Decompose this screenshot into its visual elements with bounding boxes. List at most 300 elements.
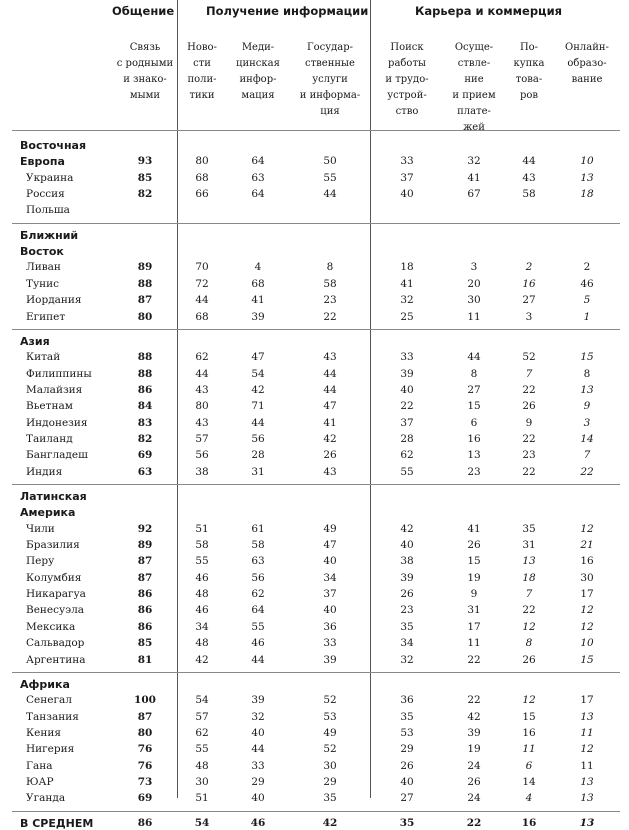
value-cell: 87 <box>137 555 153 568</box>
section-divider <box>12 672 620 673</box>
country-label: Гана <box>26 759 53 772</box>
value-cell: 22 <box>467 653 481 666</box>
value-cell: 93 <box>137 155 153 168</box>
value-cell: 33 <box>323 637 337 650</box>
average-cell: 13 <box>579 816 595 829</box>
value-cell: 44 <box>323 367 337 380</box>
value-cell: 39 <box>251 310 265 323</box>
value-cell: 32 <box>400 653 414 666</box>
value-cell: 36 <box>400 694 414 707</box>
country-label: Польша <box>26 204 70 217</box>
value-cell: 56 <box>195 449 209 462</box>
value-cell: 8 <box>583 367 591 380</box>
value-cell: 22 <box>580 465 594 478</box>
value-cell: 37 <box>323 588 337 601</box>
country-label: Россия <box>26 188 65 201</box>
region-heading: Африка <box>20 677 70 691</box>
value-cell: 81 <box>137 653 153 666</box>
value-cell: 13 <box>580 775 594 788</box>
value-cell: 9 <box>525 416 533 429</box>
value-cell: 33 <box>400 351 414 364</box>
value-cell: 13 <box>580 383 594 396</box>
column-divider-information <box>177 0 178 798</box>
value-cell: 55 <box>195 743 209 756</box>
value-cell: 16 <box>580 555 594 568</box>
value-cell: 44 <box>251 743 265 756</box>
value-cell: 24 <box>467 792 481 805</box>
value-cell: 23 <box>467 465 481 478</box>
value-cell: 44 <box>251 653 265 666</box>
value-cell: 14 <box>522 775 536 788</box>
region-heading: Америка <box>20 506 76 520</box>
value-cell: 3 <box>583 416 591 429</box>
value-cell: 25 <box>400 310 414 323</box>
value-cell: 55 <box>400 465 414 478</box>
country-label: Индонезия <box>26 416 88 429</box>
value-cell: 12 <box>580 522 594 535</box>
value-cell: 35 <box>400 620 414 633</box>
value-cell: 44 <box>467 351 481 364</box>
value-cell: 7 <box>525 367 533 380</box>
value-cell: 87 <box>137 710 153 723</box>
value-cell: 40 <box>400 539 414 552</box>
country-label: Тунис <box>26 277 60 290</box>
average-cell: 46 <box>250 816 266 829</box>
value-cell: 13 <box>580 710 594 723</box>
value-cell: 67 <box>467 188 481 201</box>
value-cell: 58 <box>195 539 209 552</box>
value-cell: 66 <box>195 188 209 201</box>
value-cell: 48 <box>195 759 209 772</box>
value-cell: 48 <box>195 588 209 601</box>
value-cell: 29 <box>400 743 414 756</box>
value-cell: 8 <box>470 367 478 380</box>
value-cell: 47 <box>323 539 337 552</box>
country-label: Перу <box>26 555 55 568</box>
value-cell: 16 <box>522 277 536 290</box>
value-cell: 69 <box>137 792 153 805</box>
value-cell: 80 <box>137 726 153 739</box>
value-cell: 89 <box>137 261 153 274</box>
value-cell: 87 <box>137 294 153 307</box>
value-cell: 11 <box>522 743 536 756</box>
col-header-government: Государ- ственные услуги и информа- ция <box>299 42 361 117</box>
col-header-jobs: Поиск работы и трудо- устрой- ство <box>385 42 429 117</box>
value-cell: 40 <box>323 555 337 568</box>
value-cell: 61 <box>251 522 265 535</box>
country-label: Иордания <box>26 294 82 307</box>
value-cell: 68 <box>251 277 265 290</box>
value-cell: 86 <box>137 604 153 617</box>
value-cell: 26 <box>323 449 337 462</box>
value-cell: 42 <box>400 522 414 535</box>
value-cell: 82 <box>137 432 153 445</box>
value-cell: 42 <box>323 432 337 445</box>
col-header-politics: Ново- сти поли- тики <box>187 42 217 101</box>
section-divider <box>12 484 620 485</box>
value-cell: 48 <box>195 637 209 650</box>
value-cell: 32 <box>251 710 265 723</box>
value-cell: 31 <box>522 539 536 552</box>
value-cell: 17 <box>580 694 594 707</box>
value-cell: 52 <box>323 694 337 707</box>
value-cell: 10 <box>580 155 594 168</box>
value-cell: 10 <box>580 637 594 650</box>
value-cell: 87 <box>137 571 153 584</box>
value-cell: 88 <box>137 351 153 364</box>
section-divider <box>12 329 620 330</box>
value-cell: 24 <box>467 759 481 772</box>
country-label: Колумбия <box>26 571 82 584</box>
value-cell: 37 <box>400 171 414 184</box>
value-cell: 58 <box>522 188 536 201</box>
average-cell: 22 <box>466 816 482 829</box>
value-cell: 51 <box>195 792 209 805</box>
region-heading: Восточная <box>20 139 87 152</box>
region-heading: Восток <box>20 245 64 259</box>
value-cell: 31 <box>467 604 481 617</box>
value-cell: 17 <box>467 620 481 633</box>
value-cell: 1 <box>583 310 591 323</box>
value-cell: 19 <box>467 743 481 756</box>
value-cell: 18 <box>580 188 594 201</box>
value-cell: 26 <box>522 400 536 413</box>
value-cell: 64 <box>251 155 265 168</box>
col-header-shopping: По- купка това- ров <box>513 42 545 101</box>
value-cell: 40 <box>251 726 265 739</box>
value-cell: 26 <box>522 653 536 666</box>
value-cell: 15 <box>580 351 594 364</box>
value-cell: 26 <box>400 759 414 772</box>
average-cell: 16 <box>521 816 537 829</box>
value-cell: 2 <box>525 261 533 274</box>
value-cell: 58 <box>323 277 337 290</box>
value-cell: 86 <box>137 383 153 396</box>
value-cell: 22 <box>522 383 536 396</box>
value-cell: 41 <box>400 277 414 290</box>
value-cell: 3 <box>525 310 533 323</box>
value-cell: 16 <box>467 432 481 445</box>
value-cell: 18 <box>400 261 414 274</box>
value-cell: 63 <box>137 465 153 478</box>
value-cell: 58 <box>251 539 265 552</box>
value-cell: 20 <box>467 277 481 290</box>
value-cell: 53 <box>400 726 414 739</box>
country-label: Украина <box>26 171 74 184</box>
value-cell: 86 <box>137 620 153 633</box>
value-cell: 55 <box>195 555 209 568</box>
value-cell: 73 <box>137 775 153 788</box>
value-cell: 39 <box>400 367 414 380</box>
value-cell: 19 <box>467 571 481 584</box>
value-cell: 30 <box>195 775 209 788</box>
value-cell: 41 <box>323 416 337 429</box>
country-label: Бангладеш <box>26 449 88 462</box>
value-cell: 3 <box>470 261 478 274</box>
value-cell: 46 <box>195 571 209 584</box>
value-cell: 11 <box>467 310 481 323</box>
value-cell: 28 <box>400 432 414 445</box>
value-cell: 6 <box>470 416 478 429</box>
value-cell: 11 <box>580 726 594 739</box>
value-cell: 4 <box>525 792 533 805</box>
value-cell: 12 <box>580 620 594 633</box>
value-cell: 39 <box>467 726 481 739</box>
country-label: Вьетнам <box>26 400 73 413</box>
value-cell: 11 <box>580 759 594 772</box>
value-cell: 51 <box>195 522 209 535</box>
value-cell: 80 <box>195 155 209 168</box>
country-label: ЮАР <box>26 775 54 788</box>
country-label: Нигерия <box>26 743 75 756</box>
value-cell: 53 <box>323 710 337 723</box>
value-cell: 22 <box>323 310 337 323</box>
group-header-communication: Общение <box>112 4 175 18</box>
value-cell: 15 <box>467 400 481 413</box>
value-cell: 56 <box>251 432 265 445</box>
value-cell: 88 <box>137 277 153 290</box>
value-cell: 13 <box>580 792 594 805</box>
value-cell: 12 <box>522 620 536 633</box>
value-cell: 69 <box>137 449 153 462</box>
value-cell: 22 <box>467 694 481 707</box>
value-cell: 29 <box>251 775 265 788</box>
country-label: Чили <box>26 522 55 535</box>
country-label: Венесуэла <box>26 604 85 617</box>
value-cell: 54 <box>251 367 265 380</box>
value-cell: 9 <box>583 400 591 413</box>
value-cell: 64 <box>251 188 265 201</box>
value-cell: 33 <box>251 759 265 772</box>
value-cell: 23 <box>323 294 337 307</box>
value-cell: 27 <box>400 792 414 805</box>
value-cell: 47 <box>323 400 337 413</box>
value-cell: 34 <box>400 637 414 650</box>
value-cell: 42 <box>251 383 265 396</box>
value-cell: 32 <box>467 155 481 168</box>
value-cell: 57 <box>195 710 209 723</box>
average-cell: 35 <box>399 816 415 829</box>
value-cell: 4 <box>254 261 262 274</box>
value-cell: 8 <box>525 637 533 650</box>
value-cell: 46 <box>580 277 594 290</box>
value-cell: 26 <box>400 588 414 601</box>
col-header-payments: Осуще- ствле- ние и прием плате- жей <box>452 42 496 133</box>
value-cell: 15 <box>522 710 536 723</box>
value-cell: 12 <box>580 743 594 756</box>
value-cell: 35 <box>522 522 536 535</box>
value-cell: 54 <box>195 694 209 707</box>
value-cell: 57 <box>195 432 209 445</box>
value-cell: 47 <box>251 351 265 364</box>
country-label: Никарагуа <box>26 588 86 601</box>
value-cell: 44 <box>251 416 265 429</box>
value-cell: 27 <box>467 383 481 396</box>
value-cell: 44 <box>195 294 209 307</box>
value-cell: 43 <box>195 416 209 429</box>
country-label: Египет <box>26 310 66 323</box>
value-cell: 44 <box>323 383 337 396</box>
value-cell: 28 <box>251 449 265 462</box>
value-cell: 40 <box>323 604 337 617</box>
value-cell: 76 <box>137 759 153 772</box>
value-cell: 34 <box>323 571 337 584</box>
value-cell: 13 <box>522 555 536 568</box>
value-cell: 42 <box>195 653 209 666</box>
value-cell: 35 <box>400 710 414 723</box>
value-cell: 31 <box>251 465 265 478</box>
value-cell: 22 <box>522 432 536 445</box>
value-cell: 46 <box>251 637 265 650</box>
value-cell: 55 <box>251 620 265 633</box>
country-label: Сенегал <box>26 694 72 707</box>
value-cell: 71 <box>251 400 265 413</box>
section-divider <box>12 223 620 224</box>
value-cell: 15 <box>467 555 481 568</box>
average-cell: 54 <box>194 816 210 829</box>
value-cell: 34 <box>195 620 209 633</box>
country-label: Танзания <box>26 710 79 723</box>
value-cell: 68 <box>195 310 209 323</box>
col-header-family: Связь с родными и знако- мыми <box>116 42 174 101</box>
value-cell: 14 <box>580 432 594 445</box>
value-cell: 82 <box>137 188 153 201</box>
value-cell: 64 <box>251 604 265 617</box>
value-cell: 56 <box>251 571 265 584</box>
value-cell: 29 <box>323 775 337 788</box>
value-cell: 9 <box>470 588 478 601</box>
col-header-medical: Меди- цинская инфор- мация <box>236 42 280 101</box>
country-label: Аргентина <box>26 653 86 666</box>
value-cell: 43 <box>323 351 337 364</box>
section-divider <box>12 811 620 812</box>
value-cell: 100 <box>134 694 156 707</box>
value-cell: 27 <box>522 294 536 307</box>
value-cell: 44 <box>323 188 337 201</box>
value-cell: 62 <box>251 588 265 601</box>
country-label: Уганда <box>26 792 66 805</box>
country-label: Китай <box>26 351 61 364</box>
value-cell: 23 <box>522 449 536 462</box>
value-cell: 44 <box>195 367 209 380</box>
region-heading: Ближний <box>20 228 79 242</box>
value-cell: 80 <box>195 400 209 413</box>
value-cell: 26 <box>467 775 481 788</box>
value-cell: 40 <box>400 775 414 788</box>
col-header-education: Онлайн- образо- вание <box>565 42 609 85</box>
value-cell: 26 <box>467 539 481 552</box>
value-cell: 12 <box>580 604 594 617</box>
value-cell: 40 <box>400 188 414 201</box>
country-label: Малайзия <box>26 383 83 396</box>
value-cell: 23 <box>400 604 414 617</box>
value-cell: 38 <box>400 555 414 568</box>
header-divider <box>12 130 620 131</box>
region-heading: Европа <box>20 155 65 169</box>
value-cell: 17 <box>580 588 594 601</box>
value-cell: 36 <box>323 620 337 633</box>
region-heading: Азия <box>20 334 50 348</box>
value-cell: 22 <box>400 400 414 413</box>
value-cell: 49 <box>323 522 337 535</box>
value-cell: 41 <box>251 294 265 307</box>
value-cell: 40 <box>251 792 265 805</box>
value-cell: 43 <box>195 383 209 396</box>
group-header-career: Карьера и коммерция <box>415 4 563 18</box>
value-cell: 85 <box>137 171 153 184</box>
value-cell: 72 <box>195 277 209 290</box>
value-cell: 39 <box>323 653 337 666</box>
value-cell: 62 <box>195 351 209 364</box>
average-row-label: В СРЕДНЕМ <box>20 816 94 830</box>
value-cell: 37 <box>400 416 414 429</box>
country-label: Сальвадор <box>26 637 85 650</box>
value-cell: 44 <box>522 155 536 168</box>
value-cell: 40 <box>400 383 414 396</box>
value-cell: 70 <box>195 261 209 274</box>
country-label: Кения <box>26 726 61 739</box>
value-cell: 68 <box>195 171 209 184</box>
value-cell: 39 <box>400 571 414 584</box>
value-cell: 83 <box>137 416 153 429</box>
value-cell: 52 <box>522 351 536 364</box>
value-cell: 43 <box>323 465 337 478</box>
value-cell: 22 <box>522 465 536 478</box>
average-cell: 86 <box>137 816 153 829</box>
value-cell: 89 <box>137 539 153 552</box>
value-cell: 41 <box>467 522 481 535</box>
value-cell: 2 <box>583 261 591 274</box>
value-cell: 5 <box>583 294 591 307</box>
value-cell: 88 <box>137 367 153 380</box>
value-cell: 11 <box>467 637 481 650</box>
value-cell: 41 <box>467 171 481 184</box>
country-label: Ливан <box>26 261 61 274</box>
value-cell: 84 <box>137 400 153 413</box>
region-heading: Латинская <box>20 490 87 503</box>
average-cell: 42 <box>322 816 338 829</box>
value-cell: 46 <box>195 604 209 617</box>
value-cell: 12 <box>522 694 536 707</box>
value-cell: 63 <box>251 171 265 184</box>
value-cell: 33 <box>400 155 414 168</box>
value-cell: 16 <box>522 726 536 739</box>
value-cell: 55 <box>323 171 337 184</box>
value-cell: 42 <box>467 710 481 723</box>
country-label: Бразилия <box>26 539 80 552</box>
value-cell: 49 <box>323 726 337 739</box>
value-cell: 63 <box>251 555 265 568</box>
value-cell: 32 <box>400 294 414 307</box>
value-cell: 15 <box>580 653 594 666</box>
value-cell: 18 <box>522 571 536 584</box>
value-cell: 39 <box>251 694 265 707</box>
value-cell: 6 <box>525 759 533 772</box>
value-cell: 62 <box>195 726 209 739</box>
value-cell: 62 <box>400 449 414 462</box>
value-cell: 13 <box>467 449 481 462</box>
value-cell: 76 <box>137 743 153 756</box>
country-label: Индия <box>26 465 63 478</box>
value-cell: 43 <box>522 171 536 184</box>
value-cell: 85 <box>137 637 153 650</box>
value-cell: 30 <box>580 571 594 584</box>
value-cell: 92 <box>137 522 153 535</box>
value-cell: 35 <box>323 792 337 805</box>
value-cell: 8 <box>326 261 334 274</box>
country-label: Таиланд <box>26 432 73 445</box>
value-cell: 13 <box>580 171 594 184</box>
